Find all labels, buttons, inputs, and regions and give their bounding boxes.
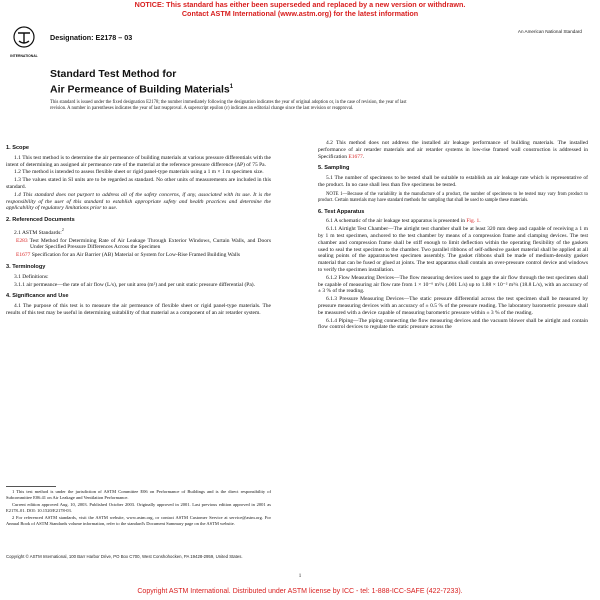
footnote-divider [6,486,56,487]
paragraph-4-1: 4.1 The purpose of this test is to measure the air permeance of flexible sheet or rigid panel-type materials. The results of this test may be useful in determining suitability of that material as a component of an air retarder system. [6,303,271,316]
notice-line-2: Contact ASTM International (www.astm.org) for the latest information [181,9,419,18]
national-standard-label: An American National Standard [517,29,582,34]
title-line-2: Air Permeance of Building Materials$^1$ [50,83,234,95]
paragraph-6-1-2: 6.1.2 Flow Measuring Devices—The flow measuring devices used to gage the air flow through the test specimen shall be capable of measuring air flow rate from 1 × 10⁻⁶ m³/s (.001 L/s) up to 1.88 × 10⁻² m³/s (18.8 L/s), with an accuracy of ± 3 % of the reading. [318,274,588,295]
footnote-2: 2 For referenced ASTM standards, visit the ASTM website, www.astm.org, or contact ASTM Customer Service at service@astm.org. For Annual Book of ASTM Standards volume information, refer to the standard's Document Summary page on the ASTM website. [6,515,271,526]
paragraph-6-1-1: 6.1.1 Airtight Test Chamber—The airtight test chamber shall be at least 320 mm deep and capable of receiving a 1 m by 1 m test specimen, anchored to the test chamber by means of a compression frame and clamping devices. The test chamber and compression frame shall be stiff enough to limit deflection within the operating flexibility of the gaskets used to seal the test specimen to the chamber. Two parallel ribbons of self-adhesive gasket material shall be applied at all sealing points of the apparatus/test specimen assembly. The gasket ribbons shall be made of medium-density gasket material that can be fused or glued at joints. The test apparatus shall contain an over-pressure control device and windows to verify the specimen installation. [318,226,588,273]
paragraph-3-1-1: 3.1.1 air permeance—the rate of air flow (L/s), per unit area (m²) and per unit static pressure differential (Pa). [14,281,256,288]
right-column [318,140,588,332]
astm-logo-icon [12,26,36,60]
title-footnote-mark: 1 [229,83,234,90]
paragraph-6-1-4: 6.1.4 Piping—The piping connecting the flow measuring devices and the vacuum blower shall be airtight and contain flow control devices to regulate the static pressure across the [318,317,588,331]
section-heading-terminology: 3. Terminology [6,263,46,270]
section-heading-references: 2. Referenced Documents [6,217,75,224]
reference-e283: E283 Test Method for Determining Rate of Air Leakage Through Exterior Windows, Curtain Walls, and Doors Under Specified Pressure Differences Across the Specimen [16,237,271,251]
page-number: 1 [298,574,302,579]
astm-logo [12,26,36,60]
link-fig-1[interactable]: Fig. 1 [466,218,480,225]
section-heading-significance: 4. Significance and Use [6,293,69,300]
withdrawn-notice [0,0,600,18]
paragraph-6-1-3: 6.1.3 Pressure Measuring Devices—The static pressure differential across the test specimen shall be measured by pressure measuring devices with an accuracy of ± 0.5 % of the pressure reading. The laboratory barometric pressure shall be measured with a device capable of measuring barometric pressure within ± 3 % of the reading. [318,296,588,316]
title-line-1: Standard Test Method for [50,68,177,80]
copyright-line: Copyright © ASTM International, 100 Barr Harbor Drive, PO Box C700, West Conshohocken, PA 19428-2959, United States. [6,554,243,559]
footnotes [6,486,271,529]
link-e1677[interactable]: E1677 [16,252,31,259]
section-heading-scope: 1. Scope [6,145,30,151]
footnote-1a: 1 This test method is under the jurisdiction of ASTM Committee E06 on Performance of Buildings and is the direct responsibility of Subcommittee E06.41 on Air Leakage and Ventilation Performance. [6,489,271,500]
link-e1677-inline[interactable]: E1677 [348,153,363,160]
distribution-notice: Copyright ASTM International. Distributed under ASTM license by ICC - tel: 1-888-ICC-SAFE (422-7233). [137,588,463,595]
paragraph-1-3: 1.3 The values stated in SI units are to be regarded as standard. No other units of measurements are included in this standard. [6,177,271,190]
document-title [50,68,233,96]
logo-text: INTERNATIONAL [10,54,38,58]
paragraph-5-1: 5.1 The number of specimens to be tested shall be suitable to establish an air leakage rate which is representative of the product. In no case shall less than five specimens be tested. [318,175,588,188]
section-heading-sampling: 5. Sampling [318,165,350,172]
reference-e1677: E1677 Specification for an Air Barrier (AB) Material or System for Low-Rise Framed Building Walls [16,252,241,259]
paragraph-4-2: 4.2 This method does not address the installed air leakage performance of building materials. The installed performance of air retarder materials and air retarder systems in low-rise framed wall construction is addressed in Specification E1677. [318,140,588,160]
note-1: NOTE 1—Because of the variability in the manufacture of a product, the number of specimens to be tested may vary from product to product. Certain materials may have standard methods for sampling that shall be used to sample these materials. [318,191,588,203]
section-heading-apparatus: 6. Test Apparatus [318,208,365,215]
footnote-1b: Current edition approved Aug. 10, 2003. Published October 2003. Originally approved in 2001. Last previous edition approved in 2001 as E2178–01. DOI: 10.1520/E2178-03. [6,502,271,513]
designation: Designation: E2178 – 03 [50,33,133,42]
issuance-statement: This standard is issued under the fixed designation E2178; the number immediately following the designation indicates the year of original adoption or, in the case of revision, the year of last revision. A number in parentheses indicates the year of last reapproval. A superscript epsilon (ε) indicates an editorial change since the last revision or reapproval. [50,100,407,111]
paragraph-1-2: 1.2 The method is intended to assess flexible sheet or rigid panel-type materials using a 1 m × 1 m specimen size. [14,169,264,176]
paragraph-1-4: 1.4 This standard does not purport to address all of the safety concerns, if any, associated with its use. It is the responsibility of the user of this standard to establish appropriate safety and health practices and determine the applicability of regulatory limitations prior to use. [6,191,271,212]
link-e283[interactable]: E283 [16,237,28,244]
left-column [6,140,271,318]
paragraph-1-1: 1.1 This test method is to determine the air permeance of building materials at various pressure differentials with the intent of determining an assigned air permeance rate of the material at the reference pressure difference (ΔP) of 75 Pa. [6,154,271,168]
notice-line-1: NOTICE: This standard has either been superseded and replaced by a new version or withdrawn. [134,0,466,9]
paragraph-6-1: 6.1 A schematic of the air leakage test apparatus is presented in Fig. 1. [326,218,481,225]
paragraph-2-1: 2.1 ASTM Standards:$^2$ [14,227,64,236]
paragraph-3-1: 3.1 Definitions: [14,273,49,280]
